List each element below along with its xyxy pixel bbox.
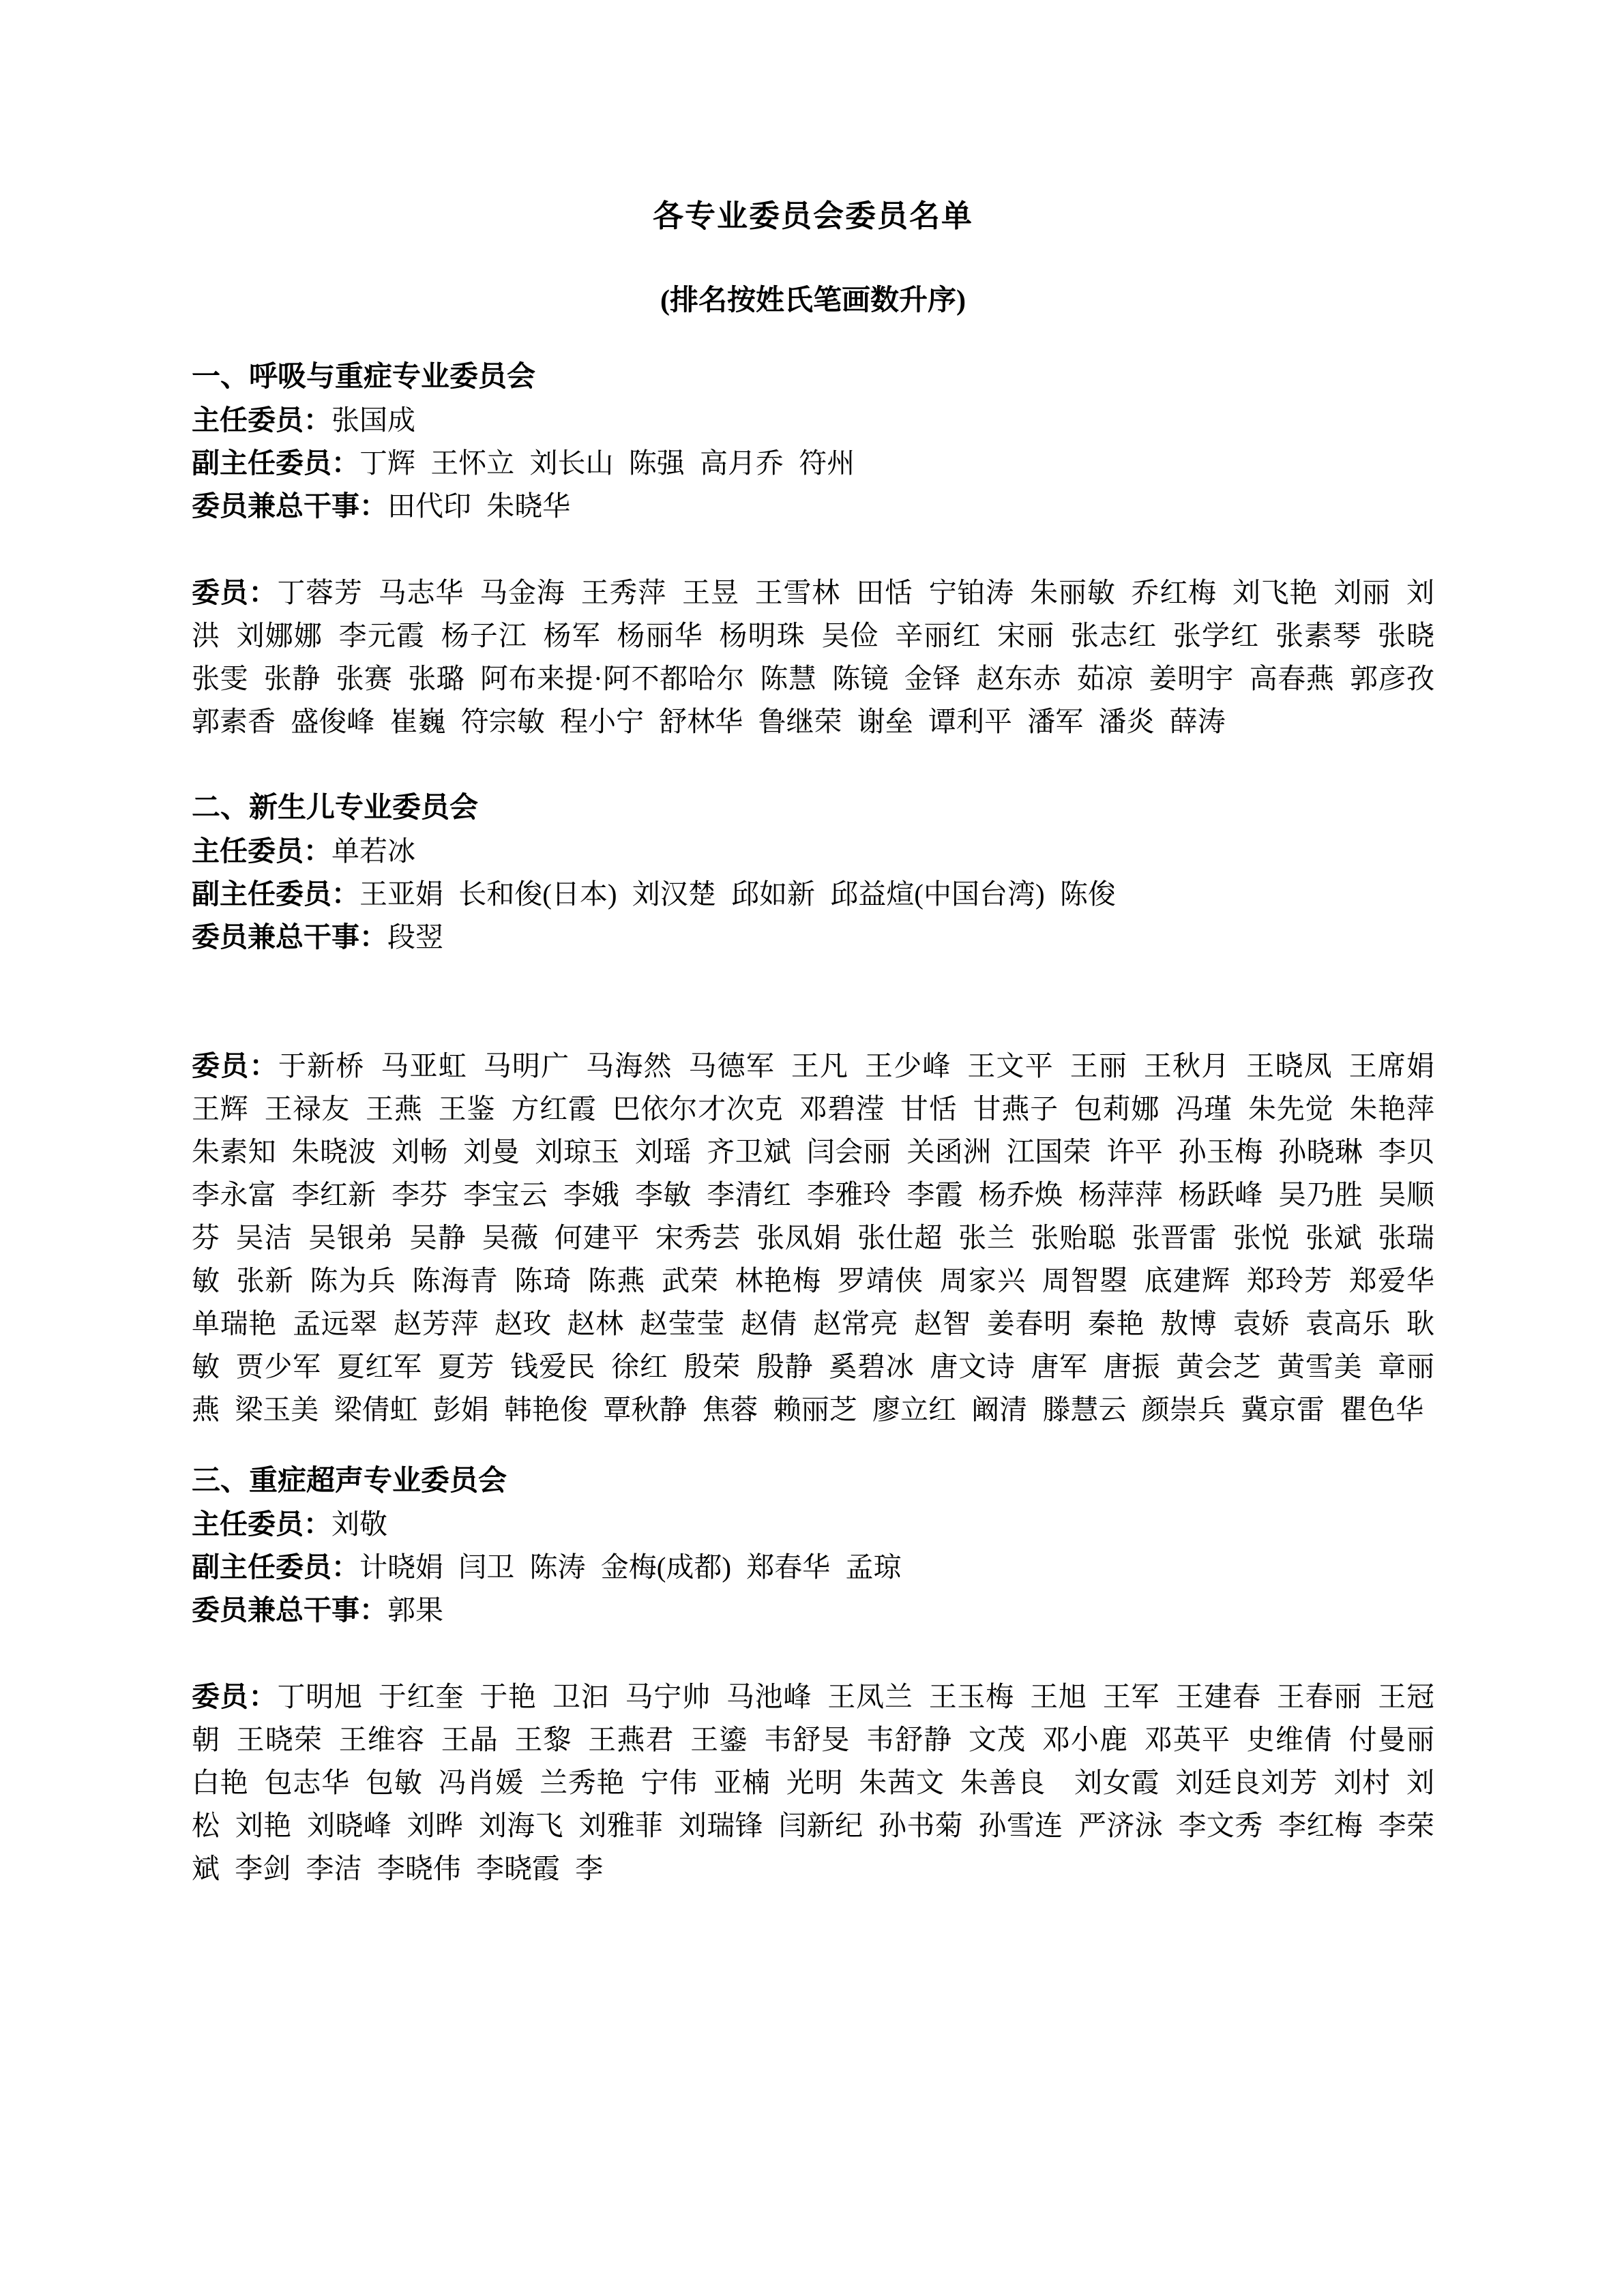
field-label-secretary: 委员兼总干事： bbox=[192, 490, 387, 522]
field-row bbox=[192, 485, 1434, 528]
section-heading: 一、呼吸与重症专业委员会 bbox=[192, 361, 536, 393]
members-label: 委员： bbox=[192, 577, 278, 609]
section-critical-ultrasound bbox=[192, 1460, 1434, 1890]
section-heading: 二、新生儿专业委员会 bbox=[192, 792, 479, 824]
field-label-chairman: 主任委员： bbox=[192, 404, 331, 436]
field-label-secretary: 委员兼总干事： bbox=[192, 1594, 387, 1626]
document-title: 各专业委员会委员名单 bbox=[652, 199, 973, 233]
field-label-vice-chairmen: 副主任委员： bbox=[192, 878, 359, 910]
section-respiratory-critical-care bbox=[192, 356, 1434, 743]
field-value-secretary: 郭果 bbox=[387, 1594, 443, 1626]
members-paragraph bbox=[192, 571, 1434, 743]
field-row bbox=[192, 873, 1434, 916]
field-value-chairman: 刘敬 bbox=[331, 1508, 387, 1540]
field-value-secretary: 田代印 朱晓华 bbox=[387, 490, 571, 522]
field-row bbox=[192, 399, 1434, 442]
members-label: 委员： bbox=[192, 1050, 278, 1082]
members-list: 于新桥 马亚虹 马明广 马海然 马德军 王凡 王少峰 王文平 王丽 王秋月 王晓凤 王席娟 王辉 王禄友 王燕 王鉴 方红霞 巴依尔才次克 邓碧滢 甘恬 甘燕子 包莉娜 冯瑾 朱先觉 朱艳萍 朱素知 朱晓波 刘畅 刘曼 刘琼玉 刘瑶 齐卫斌 闫会丽 关函洲 江国荣 许平 孙玉梅 孙晓琳 李贝 李永富 李红新 李芬 李宝云 李娥 李敏 李清红 李雅玲 李霞 杨乔焕 杨萍萍 杨跃峰 吴乃胜 吴顺芬 吴洁 吴银弟 吴静 吴薇 何建平 宋秀芸 张凤娟 张仕超 张兰 张贻聪 张晋雷 张悦 张斌 张瑞敏 张新 陈为兵 陈海青 陈琦 陈燕 武荣 林艳梅 罗靖侠 周家兴 周智曌 底建辉 郑玲芳 郑爱华 单瑞艳 孟远翠 赵芳萍 赵玫 赵林 赵莹莹 赵倩 赵常亮 赵智 姜春明 秦艳 敖博 袁娇 袁高乐 耿敏 贾少军 夏红军 夏芳 钱爱民 徐红 殷荣 殷静 奚碧冰 唐文诗 唐军 唐振 黄会芝 黄雪美 章丽燕 梁玉美 梁倩虹 彭娟 韩艳俊 覃秋静 焦蓉 赖丽芝 廖立红 阚清 滕慧云 颜崇兵 冀京雷 瞿色华 bbox=[192, 1050, 1435, 1426]
members-paragraph bbox=[192, 1675, 1434, 1890]
field-row bbox=[192, 1503, 1434, 1546]
members-list: 丁蓉芳 马志华 马金海 王秀萍 王昱 王雪林 田恬 宁铂涛 朱丽敏 乔红梅 刘飞艳 刘丽 刘洪 刘娜娜 李元霞 杨子江 杨军 杨丽华 杨明珠 吴俭 辛丽红 宋丽 张志红 张学红 张素琴 张晓 张雯 张静 张赛 张璐 阿布来提·阿不都哈尔 陈慧 陈镜 金铎 赵东赤 茹凉 姜明宇 高春燕 郭彦孜 郭素香 盛俊峰 崔巍 符宗敏 程小宁 舒林华 鲁继荣 谢垒 谭利平 潘军 潘炎 薛涛 bbox=[192, 577, 1434, 738]
field-label-vice-chairmen: 副主任委员： bbox=[192, 447, 359, 479]
members-label: 委员： bbox=[192, 1681, 278, 1713]
field-label-chairman: 主任委员： bbox=[192, 835, 331, 867]
field-row bbox=[192, 916, 1434, 959]
field-label-secretary: 委员兼总干事： bbox=[192, 921, 387, 953]
field-label-chairman: 主任委员： bbox=[192, 1508, 331, 1540]
field-row bbox=[192, 1589, 1434, 1632]
section-neonatology bbox=[192, 787, 1434, 1431]
field-value-chairman: 张国成 bbox=[331, 404, 415, 436]
field-row bbox=[192, 1546, 1434, 1589]
members-list: 丁明旭 于红奎 于艳 卫汩 马宁帅 马池峰 王凤兰 王玉梅 王旭 王军 王建春 王春丽 王冠朝 王晓荣 王维容 王晶 王黎 王燕君 王鎏 韦舒旻 韦舒静 文茂 邓小鹿 邓英平 史维倩 付曼丽 白艳 包志华 包敏 冯肖媛 兰秀艳 宁伟 亚楠 光明 朱茜文 朱善良 刘女霞 刘廷良刘芳 刘村 刘松 刘艳 刘晓峰 刘晔 刘海飞 刘雅菲 刘瑞锋 闫新纪 孙书菊 孙雪连 严济泳 李文秀 李红梅 李荣斌 李剑 李洁 李晓伟 李晓霞 李 bbox=[192, 1681, 1434, 1885]
members-paragraph bbox=[192, 1045, 1434, 1431]
document-subtitle: (排名按姓氏笔画数升序) bbox=[660, 285, 966, 316]
field-value-vice-chairmen: 丁辉 王怀立 刘长山 陈强 高月乔 符州 bbox=[359, 447, 855, 479]
field-value-chairman: 单若冰 bbox=[331, 835, 415, 867]
field-value-vice-chairmen: 计晓娟 闫卫 陈涛 金梅(成都) 郑春华 孟琼 bbox=[359, 1551, 902, 1583]
field-row bbox=[192, 442, 1434, 485]
field-value-vice-chairmen: 王亚娟 长和俊(日本) 刘汉楚 邱如新 邱益煊(中国台湾) 陈俊 bbox=[359, 878, 1116, 910]
section-heading: 三、重症超声专业委员会 bbox=[192, 1465, 507, 1497]
field-label-vice-chairmen: 副主任委员： bbox=[192, 1551, 359, 1583]
field-row bbox=[192, 830, 1434, 873]
field-value-secretary: 段翌 bbox=[387, 921, 443, 953]
